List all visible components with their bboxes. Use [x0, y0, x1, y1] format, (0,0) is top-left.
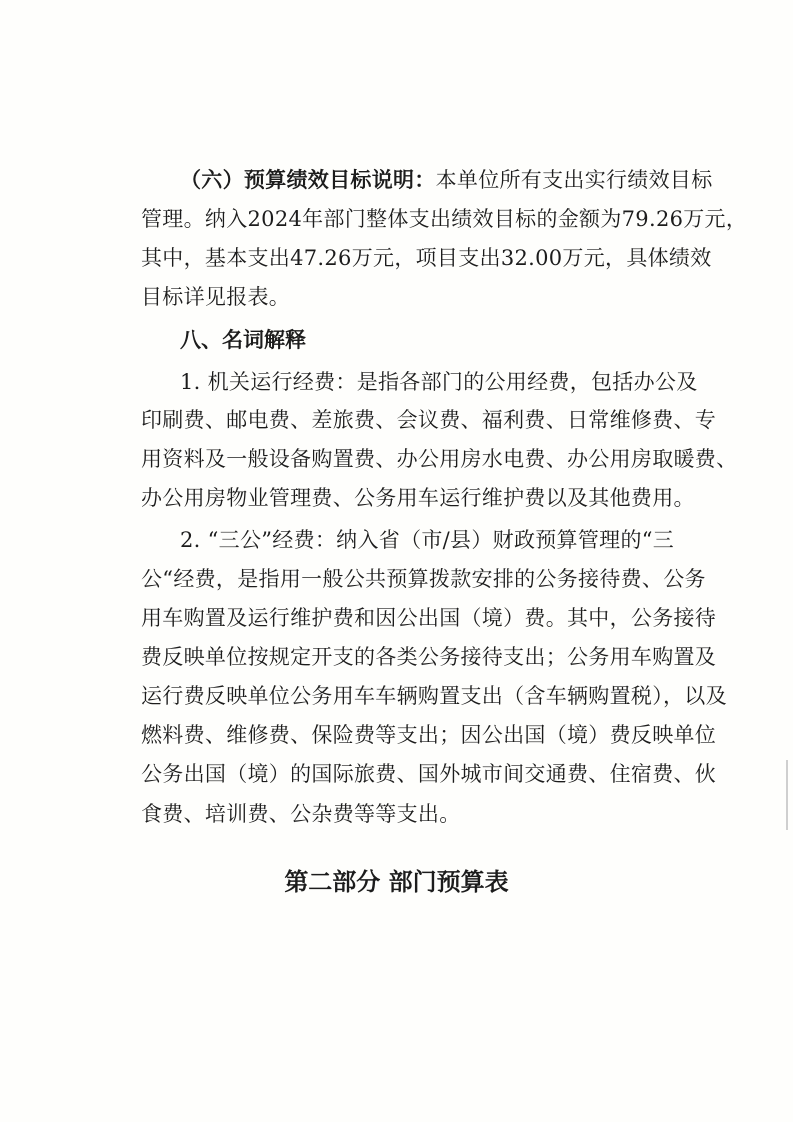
section8-heading: 八、名词解释 [180, 328, 306, 352]
item2-line3: 用车购置及运行维护费和因公出国（境）费。其中，公务接待 [141, 606, 717, 630]
item2-line2: 公“经费，是指用一般公共预算拨款安排的公务接待费、公务 [141, 567, 706, 591]
item2-line5: 运行费反映单位公务用车车辆购置支出（含车辆购置税），以及 [141, 684, 727, 708]
item1-line1: 1. 机关运行经费：是指各部门的公用经费，包括办公及 [180, 370, 698, 394]
item1-line3: 用资料及一般设备购置费、办公用房水电费、办公用房取暖费、 [141, 447, 738, 471]
item2-line8: 食费、培训费、公杂费等等支出。 [141, 802, 461, 826]
item2-line1: 2. “三公”经费：纳入省（市/县）财政预算管理的“三 [180, 528, 675, 552]
item2-line7: 公务出国（境）的国际旅费、国外城市间交通费、住宿费、伙 [141, 762, 717, 786]
scan-edge-mark [786, 760, 788, 830]
section6-line1 [180, 165, 713, 195]
item1-line4: 办公用房物业管理费、公务用车运行维护费以及其他费用。 [141, 486, 695, 510]
part2-title: 第二部分 部门预算表 [284, 868, 509, 896]
item2-line4: 费反映单位按规定开支的各类公务接待支出；公务用车购置及 [141, 645, 717, 669]
section6-line4: 目标详见报表。 [141, 285, 291, 309]
item2-line6: 燃料费、维修费、保险费等支出；因公出国（境）费反映单位 [141, 723, 717, 747]
section6-line3: 其中，基本支出47.26万元，项目支出32.00万元，具体绩效 [141, 246, 712, 270]
item1-line2: 印刷费、邮电费、差旅费、会议费、福利费、日常维修费、专 [141, 408, 717, 432]
section6-line1-text: 本单位所有支出实行绩效目标 [435, 168, 713, 192]
section6-line2: 管理。纳入2024年部门整体支出绩效目标的金额为79.26万元， [141, 207, 748, 231]
section6-lead: （六）预算绩效目标说明： [180, 168, 436, 192]
